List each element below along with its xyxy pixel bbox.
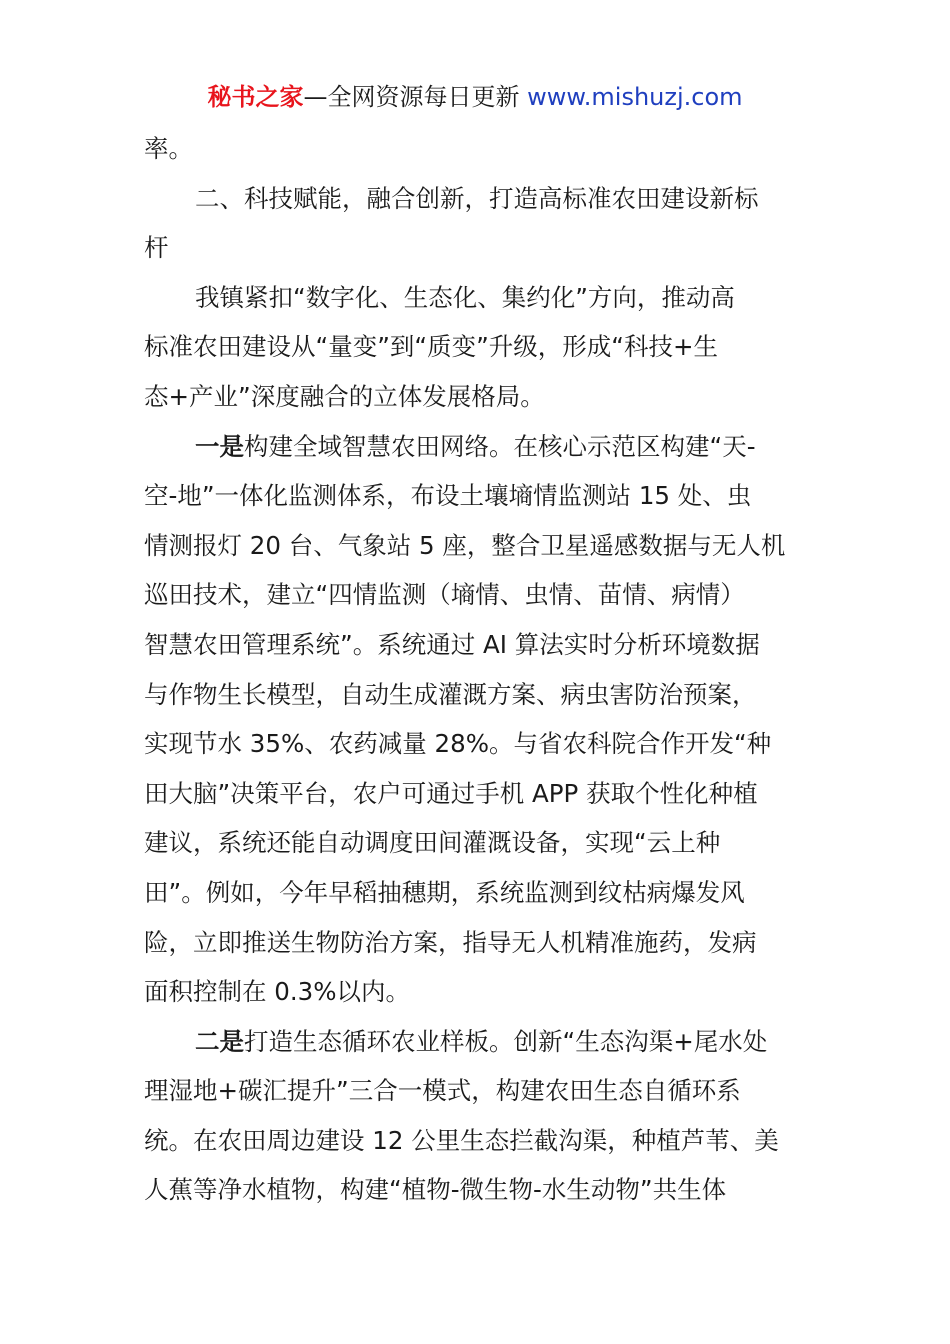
- text-line: [144, 1017, 806, 1067]
- line-text: 我镇紧扣“数字化、生态化、集约化”方向，推动高: [195, 282, 735, 312]
- text-line: [144, 719, 806, 769]
- text-line: [144, 1165, 806, 1215]
- text-line: [144, 769, 806, 819]
- text-line: [144, 918, 806, 968]
- text-line: [144, 322, 806, 372]
- line-text: 与作物生长模型，自动生成灌溉方案、病虫害防治预案，: [144, 679, 757, 709]
- line-text: 构建全域智慧农田网络。在核心示范区构建“天-: [244, 431, 756, 461]
- text-line: [144, 273, 806, 323]
- line-text: 人蕉等净水植物，构建“植物-微生物-水生动物”共生体: [144, 1175, 727, 1205]
- line-text: 空-地”一体化监测体系，布设土壤墒情监测站 15 处、虫: [144, 481, 752, 511]
- text-line: [144, 521, 806, 571]
- site-header: [0, 80, 950, 114]
- bold-lead: 二是: [195, 1026, 244, 1056]
- text-line: [144, 868, 806, 918]
- text-line: [144, 620, 806, 670]
- text-line: [144, 471, 806, 521]
- line-text: 智慧农田管理系统”。系统通过 AI 算法实时分析环境数据: [144, 629, 760, 659]
- text-line: [144, 124, 806, 174]
- text-line: [144, 1116, 806, 1166]
- line-text: 统。在农田周边建设 12 公里生态拦截沟渠，种植芦苇、美: [144, 1125, 779, 1155]
- text-line: [144, 967, 806, 1017]
- document-body: [144, 124, 806, 1215]
- line-text: 实现节水 35%、农药减量 28%。与省农科院合作开发“种: [144, 729, 772, 759]
- line-text: 面积控制在 0.3%以内。: [144, 977, 411, 1007]
- text-line: [144, 174, 806, 224]
- text-line: [144, 422, 806, 472]
- site-brand: 秘书之家: [207, 83, 304, 111]
- site-url[interactable]: www.mishuzj.com: [527, 83, 743, 111]
- text-line: [144, 372, 806, 422]
- bold-lead: 一是: [195, 431, 244, 461]
- line-text: 田大脑”决策平台，农户可通过手机 APP 获取个性化种植: [144, 778, 758, 808]
- line-text: 态+产业”深度融合的立体发展格局。: [144, 381, 545, 411]
- text-line: [144, 818, 806, 868]
- line-text: 率。: [144, 134, 193, 163]
- line-text: 杆: [144, 233, 169, 263]
- line-text: 二、科技赋能，融合创新，打造高标准农田建设新标: [195, 183, 759, 213]
- line-text: 情测报灯 20 台、气象站 5 座，整合卫星遥感数据与无人机: [144, 530, 786, 560]
- line-text: 险，立即推送生物防治方案，指导无人机精准施药，发病: [144, 927, 757, 957]
- text-line: [144, 223, 806, 273]
- line-text: 建议，系统还能自动调度田间灌溉设备，实现“云上种: [144, 828, 721, 858]
- line-text: 标准农田建设从“量变”到“质变”升级，形成“科技+生: [144, 332, 718, 362]
- line-text: 打造生态循环农业样板。创新“生态沟渠+尾水处: [244, 1026, 768, 1056]
- line-text: 巡田技术，建立“四情监测（墒情、虫情、苗情、病情）: [144, 580, 745, 610]
- text-line: [144, 570, 806, 620]
- line-text: 田”。例如，今年早稻抽穗期，系统监测到纹枯病爆发风: [144, 877, 745, 907]
- site-tagline: —全网资源每日更新: [303, 83, 528, 111]
- line-text: 理湿地+碳汇提升”三合一模式，构建农田生态自循环系: [144, 1076, 741, 1106]
- text-line: [144, 1066, 806, 1116]
- text-line: [144, 670, 806, 720]
